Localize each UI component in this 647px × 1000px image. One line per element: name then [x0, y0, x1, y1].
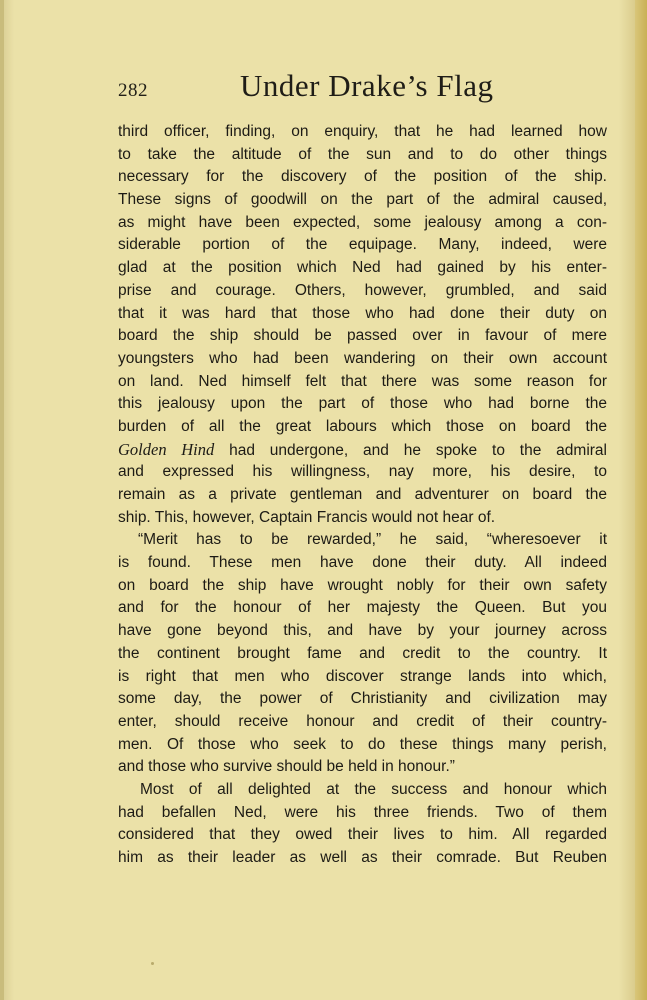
- page-number: 282: [118, 80, 148, 101]
- text-line: ship. This, however, Captain Francis would not hear of.: [118, 508, 496, 526]
- ship-name-italic: Golden Hind: [118, 439, 215, 459]
- page-right-edge: [635, 0, 647, 1000]
- text-line: siderable portion of the equipage. Many, indeed, were: [118, 236, 607, 254]
- text-line: as might have been expected, some jealousy among a con-: [118, 213, 607, 231]
- text-line: prise and courage. Others, however, grumbled, and said: [118, 281, 607, 299]
- text-line: glad at the position which Ned had gained by his enter-: [118, 259, 607, 277]
- text-line: third officer, finding, on enquiry, that he had learned how: [118, 123, 607, 140]
- text-line: “Merit has to be rewarded,” he said, “wheresoever it: [138, 531, 607, 549]
- text-line: board the ship should be passed over in favour of mere: [118, 327, 607, 345]
- page-left-edge: [0, 0, 4, 1000]
- text-line: enter, should receive honour and credit of their country-: [118, 712, 607, 730]
- running-head-title: Under Drake’s Flag: [240, 68, 494, 103]
- body-text: [118, 121, 607, 870]
- text-line: considered that they owed their lives to him. All regarded: [118, 826, 607, 844]
- text-line: [118, 439, 607, 462]
- text-line: to take the altitude of the sun and to do other things: [118, 145, 607, 163]
- text-line: him as their leader as well as their comrade. But Reuben: [118, 849, 607, 866]
- text-line: is right that men who discover strange lands into which,: [118, 667, 607, 685]
- text-line: necessary for the discovery of the position of the ship.: [118, 168, 607, 186]
- paper-speck: [151, 962, 154, 965]
- text-line: have gone beyond this, and have by your journey across: [118, 622, 607, 640]
- text-line: and expressed his willingness, nay more, his desire, to: [118, 463, 607, 481]
- text-line: Most of all delighted at the success and honour which: [140, 780, 607, 798]
- text-line: and those who survive should be held in honour.”: [118, 758, 455, 776]
- text-line: had befallen Ned, were his three friends. Two of them: [118, 803, 607, 821]
- text-line: some day, the power of Christianity and civilization may: [118, 690, 607, 708]
- text-line: men. Of those who seek to do these things many perish,: [118, 735, 607, 753]
- text-line-rest: had undergone, and he spoke to the admiral: [214, 441, 607, 459]
- text-line: on land. Ned himself felt that there was some reason for: [118, 372, 607, 390]
- text-line: on board the ship have wrought nobly for their own safety: [118, 576, 607, 594]
- text-line: youngsters who had been wandering on their own account: [118, 349, 607, 367]
- text-line: is found. These men have done their duty. All indeed: [118, 554, 607, 572]
- text-line: These signs of goodwill on the part of the admiral caused,: [118, 191, 607, 209]
- page-header: [118, 66, 608, 110]
- text-line: that it was hard that those who had done their duty on: [118, 304, 607, 322]
- text-line: this jealousy upon the part of those who had borne the: [118, 395, 607, 413]
- text-line: the continent brought fame and credit to the country. It: [118, 644, 607, 662]
- text-line: remain as a private gentleman and adventurer on board the: [118, 486, 607, 503]
- text-line: burden of all the great labours which those on board the: [118, 417, 607, 435]
- text-line: and for the honour of her majesty the Queen. But you: [118, 599, 607, 617]
